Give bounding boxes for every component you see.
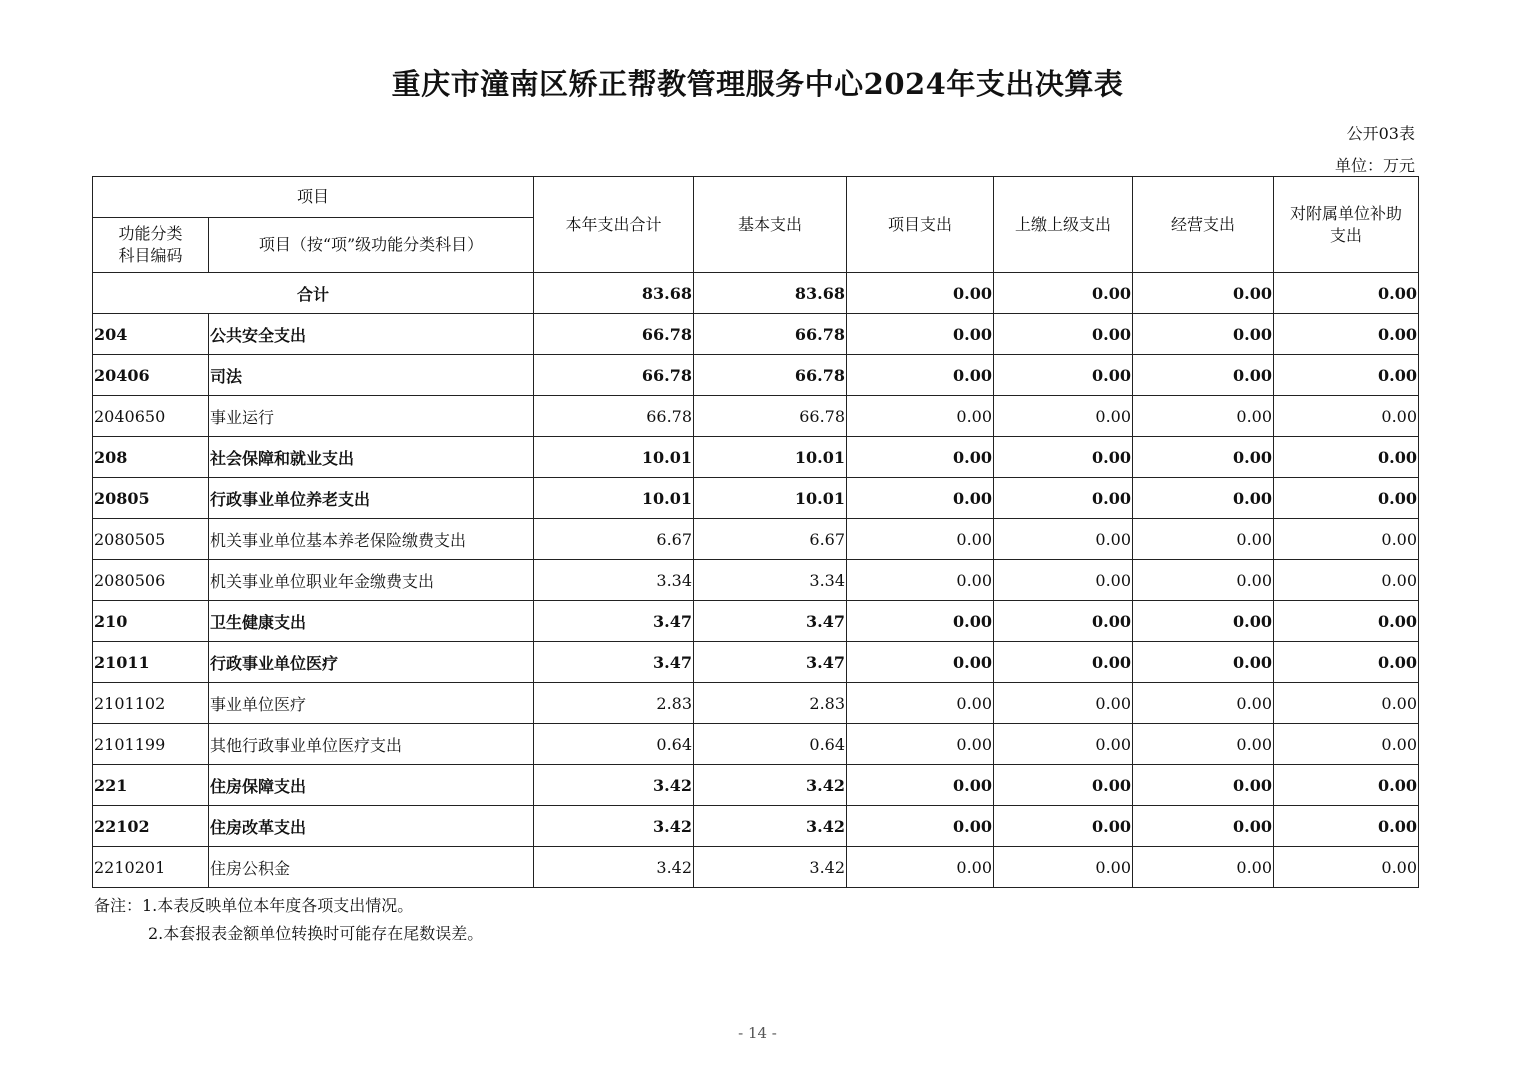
cell-subsidy: 0.00: [1274, 396, 1419, 437]
cell-project: 0.00: [847, 519, 994, 560]
cell-basic: 2.83: [694, 683, 847, 724]
table-row: [93, 437, 1419, 478]
table-row: [93, 683, 1419, 724]
cell-basic: 3.47: [694, 642, 847, 683]
cell-subsidy: 0.00: [1274, 806, 1419, 847]
cell-total: 3.42: [534, 806, 694, 847]
cell-basic: 3.42: [694, 806, 847, 847]
cell-project: 0.00: [847, 396, 994, 437]
cell-code: 2101102: [93, 683, 209, 724]
cell-name: 社会保障和就业支出: [209, 437, 534, 478]
cell-business: 0.00: [1133, 437, 1274, 478]
cell-subsidy: 0.00: [1274, 642, 1419, 683]
cell-project: 0.00: [847, 437, 994, 478]
cell-business: 0.00: [1133, 642, 1274, 683]
cell-subsidy: 0.00: [1274, 847, 1419, 888]
cell-upper: 0.00: [994, 683, 1133, 724]
cell-project: 0.00: [847, 724, 994, 765]
cell-code: 20406: [93, 355, 209, 396]
table-row: [93, 519, 1419, 560]
cell-name: 机关事业单位基本养老保险缴费支出: [209, 519, 534, 560]
cell-code: 2101199: [93, 724, 209, 765]
cell-basic: 0.64: [694, 724, 847, 765]
cell-total: 3.34: [534, 560, 694, 601]
cell-upper: 0.00: [994, 765, 1133, 806]
table-row: [93, 847, 1419, 888]
cell-total: 3.42: [534, 765, 694, 806]
cell-project: 0.00: [847, 765, 994, 806]
cell-code: 2080505: [93, 519, 209, 560]
cell-code: 208: [93, 437, 209, 478]
table-row: [93, 478, 1419, 519]
cell-upper: 0.00: [994, 314, 1133, 355]
cell-code: 210: [93, 601, 209, 642]
cell-upper: 0.00: [994, 560, 1133, 601]
cell-basic: 3.47: [694, 601, 847, 642]
header-item-group: 项目: [93, 177, 534, 218]
cell-subsidy: 0.00: [1274, 355, 1419, 396]
cell-total: 2.83: [534, 683, 694, 724]
cell-business: 0.00: [1133, 847, 1274, 888]
cell-business: 0.00: [1133, 724, 1274, 765]
header-upper: 上缴上级支出: [994, 177, 1133, 273]
cell-code: 2040650: [93, 396, 209, 437]
cell-subsidy: 0.00: [1274, 560, 1419, 601]
header-name: 项目（按“项”级功能分类科目）: [209, 218, 534, 273]
cell-project: 0.00: [847, 478, 994, 519]
cell-project: 0.00: [847, 806, 994, 847]
table-row: [93, 355, 1419, 396]
cell-basic: 3.42: [694, 847, 847, 888]
cell-code: 2080506: [93, 560, 209, 601]
cell-total: 3.42: [534, 847, 694, 888]
cell-subsidy: 0.00: [1274, 478, 1419, 519]
header-project: 项目支出: [847, 177, 994, 273]
total-subsidy: 0.00: [1274, 273, 1419, 314]
total-total: 83.68: [534, 273, 694, 314]
cell-total: 10.01: [534, 478, 694, 519]
cell-business: 0.00: [1133, 519, 1274, 560]
header-code: 功能分类 科目编码: [93, 218, 209, 273]
cell-code: 20805: [93, 478, 209, 519]
cell-subsidy: 0.00: [1274, 683, 1419, 724]
table-row: [93, 806, 1419, 847]
cell-name: 住房保障支出: [209, 765, 534, 806]
cell-basic: 66.78: [694, 314, 847, 355]
cell-subsidy: 0.00: [1274, 437, 1419, 478]
cell-upper: 0.00: [994, 519, 1133, 560]
cell-total: 66.78: [534, 314, 694, 355]
cell-code: 2210201: [93, 847, 209, 888]
cell-business: 0.00: [1133, 355, 1274, 396]
cell-basic: 10.01: [694, 437, 847, 478]
cell-subsidy: 0.00: [1274, 314, 1419, 355]
header-total: 本年支出合计: [534, 177, 694, 273]
cell-business: 0.00: [1133, 314, 1274, 355]
cell-business: 0.00: [1133, 765, 1274, 806]
header-subsidy: 对附属单位补助 支出: [1274, 177, 1419, 273]
cell-subsidy: 0.00: [1274, 724, 1419, 765]
table-row: [93, 601, 1419, 642]
cell-business: 0.00: [1133, 478, 1274, 519]
cell-total: 6.67: [534, 519, 694, 560]
total-label: 合计: [93, 273, 534, 314]
cell-name: 行政事业单位养老支出: [209, 478, 534, 519]
cell-project: 0.00: [847, 683, 994, 724]
cell-basic: 3.34: [694, 560, 847, 601]
header-business: 经营支出: [1133, 177, 1274, 273]
table-row: [93, 642, 1419, 683]
note-line-1: 备注：1.本表反映单位本年度各项支出情况。: [94, 896, 414, 915]
cell-name: 住房公积金: [209, 847, 534, 888]
cell-total: 3.47: [534, 642, 694, 683]
cell-business: 0.00: [1133, 396, 1274, 437]
cell-project: 0.00: [847, 601, 994, 642]
cell-upper: 0.00: [994, 724, 1133, 765]
cell-project: 0.00: [847, 560, 994, 601]
unit-label: 单位：万元: [1334, 156, 1415, 175]
total-basic: 83.68: [694, 273, 847, 314]
cell-name: 住房改革支出: [209, 806, 534, 847]
cell-name: 事业运行: [209, 396, 534, 437]
page-title: 重庆市潼南区矫正帮教管理服务中心2024年支出决算表: [391, 67, 1124, 101]
cell-total: 66.78: [534, 396, 694, 437]
cell-upper: 0.00: [994, 601, 1133, 642]
cell-upper: 0.00: [994, 806, 1133, 847]
cell-business: 0.00: [1133, 683, 1274, 724]
cell-code: 204: [93, 314, 209, 355]
total-upper: 0.00: [994, 273, 1133, 314]
cell-business: 0.00: [1133, 560, 1274, 601]
expenditure-table: [92, 176, 1419, 888]
cell-name: 事业单位医疗: [209, 683, 534, 724]
header-basic: 基本支出: [694, 177, 847, 273]
cell-business: 0.00: [1133, 806, 1274, 847]
cell-basic: 3.42: [694, 765, 847, 806]
cell-name: 机关事业单位职业年金缴费支出: [209, 560, 534, 601]
total-business: 0.00: [1133, 273, 1274, 314]
notes: [94, 892, 483, 948]
cell-name: 公共安全支出: [209, 314, 534, 355]
cell-name: 行政事业单位医疗: [209, 642, 534, 683]
total-project: 0.00: [847, 273, 994, 314]
cell-total: 10.01: [534, 437, 694, 478]
cell-name: 司法: [209, 355, 534, 396]
cell-basic: 66.78: [694, 396, 847, 437]
table-row: [93, 765, 1419, 806]
table-row: [93, 724, 1419, 765]
note-line-2: 2.本套报表金额单位转换时可能存在尾数误差。: [148, 924, 484, 943]
cell-upper: 0.00: [994, 847, 1133, 888]
cell-upper: 0.00: [994, 437, 1133, 478]
cell-project: 0.00: [847, 355, 994, 396]
table-code: 公开03表: [1346, 124, 1415, 143]
cell-code: 21011: [93, 642, 209, 683]
cell-upper: 0.00: [994, 355, 1133, 396]
cell-code: 22102: [93, 806, 209, 847]
cell-project: 0.00: [847, 847, 994, 888]
table-row: [93, 396, 1419, 437]
cell-project: 0.00: [847, 314, 994, 355]
cell-project: 0.00: [847, 642, 994, 683]
cell-subsidy: 0.00: [1274, 765, 1419, 806]
cell-upper: 0.00: [994, 478, 1133, 519]
cell-code: 221: [93, 765, 209, 806]
cell-name: 卫生健康支出: [209, 601, 534, 642]
page-number: - 14 -: [738, 1024, 777, 1042]
cell-basic: 6.67: [694, 519, 847, 560]
cell-subsidy: 0.00: [1274, 601, 1419, 642]
cell-basic: 66.78: [694, 355, 847, 396]
total-row: [93, 273, 1419, 314]
table-row: [93, 560, 1419, 601]
cell-upper: 0.00: [994, 642, 1133, 683]
cell-total: 0.64: [534, 724, 694, 765]
cell-basic: 10.01: [694, 478, 847, 519]
cell-name: 其他行政事业单位医疗支出: [209, 724, 534, 765]
cell-subsidy: 0.00: [1274, 519, 1419, 560]
cell-total: 3.47: [534, 601, 694, 642]
cell-business: 0.00: [1133, 601, 1274, 642]
cell-upper: 0.00: [994, 396, 1133, 437]
table-row: [93, 314, 1419, 355]
cell-total: 66.78: [534, 355, 694, 396]
